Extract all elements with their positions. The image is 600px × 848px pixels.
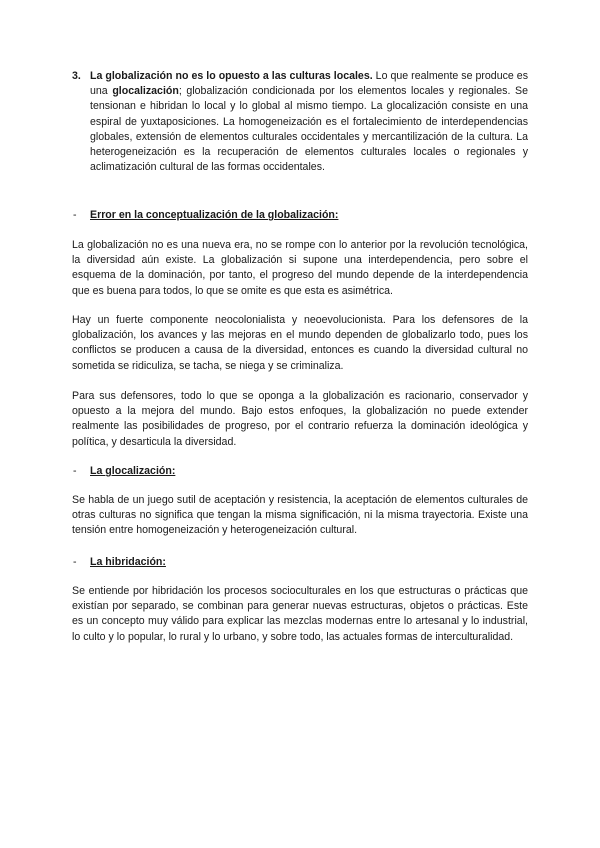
paragraph: Se habla de un juego sutil de aceptación y resistencia, la aceptación de elementos culturales de otras culturas no significa que tengan la misma significación, ni la misma trayectoria. Existe una tensión entre homogeneización y heterogeneización cultural.: [72, 494, 528, 537]
list-number: 3.: [72, 70, 81, 82]
heading-text: La glocalización:: [90, 465, 176, 477]
section-heading-glocalizacion: [73, 464, 176, 479]
paragraph: Hay un fuerte componente neocolonialista y neoevolucionista. Para los defensores de la globalización, los avances y las mejoras en el mundo dependen de globalizarlo todo, pues los conflictos se producen a causa de la diversidad, entonces es cuando la diversidad cultural no sometida se ridiculiza, se tacha, se niega y se criminaliza.: [72, 314, 528, 372]
paragraph: La globalización no es una nueva era, no se rompe con lo anterior por la revolución tecnológica, la diversidad aún existe. La globalización si supone una interdependencia, pero sobre el esquema de la dominación, por tanto, el progreso del mundo depende de la interdependencia que es buena para todos, lo que se omite es que esta es asimétrica.: [72, 239, 528, 297]
bold-lead: La globalización no es lo opuesto a las culturas locales.: [90, 70, 373, 82]
section-heading-hibridacion: [73, 555, 166, 570]
bullet-dash: -: [73, 556, 77, 568]
numbered-paragraph-3: [72, 69, 528, 175]
section-heading-error: [73, 208, 339, 223]
heading-text: Error en la conceptualización de la globalización:: [90, 209, 339, 221]
paragraph-text: ; globalización condicionada por los elementos locales y regionales. Se tensionan e hibridan lo local y lo global al mismo tiempo. La glocalización consiste en una espiral de yuxtaposiciones. La homogeneización es el fortalecimiento de interdependencias globales, extensión de elementos culturales occidentales y mercantilización de la cultura. La heterogeneización es la recuperación de elementos culturales locales o regionales y aclimatización cultural de las formas occidentales.: [90, 85, 528, 174]
bold-term: glocalización: [112, 85, 179, 98]
paragraph: Para sus defensores, todo lo que se oponga a la globalización es racionario, conservador y opuesto a la mejora del mundo. Bajo estos enfoques, la globalización no puede extender realmente las posibilidades de progreso, por el contrario refuerza la dominación ideológica y política, y desarticula la diversidad.: [72, 390, 528, 448]
heading-text: La hibridación:: [90, 556, 166, 568]
bullet-dash: -: [73, 465, 77, 477]
paragraph: Se entiende por hibridación los procesos socioculturales en los que estructuras o prácticas que existían por separado, se combinan para generar nuevas estructuras, objetos o prácticas. Este es un concepto muy válido para explicar las mezclas modernas entre lo artesanal y lo industrial, lo culto y lo popular, lo rural y lo urbano, y sobre todo, las actuales formas de interculturalidad.: [72, 585, 528, 643]
bullet-dash: -: [73, 209, 77, 221]
paragraph-text: Lo que realmente se produce es una: [90, 70, 528, 98]
